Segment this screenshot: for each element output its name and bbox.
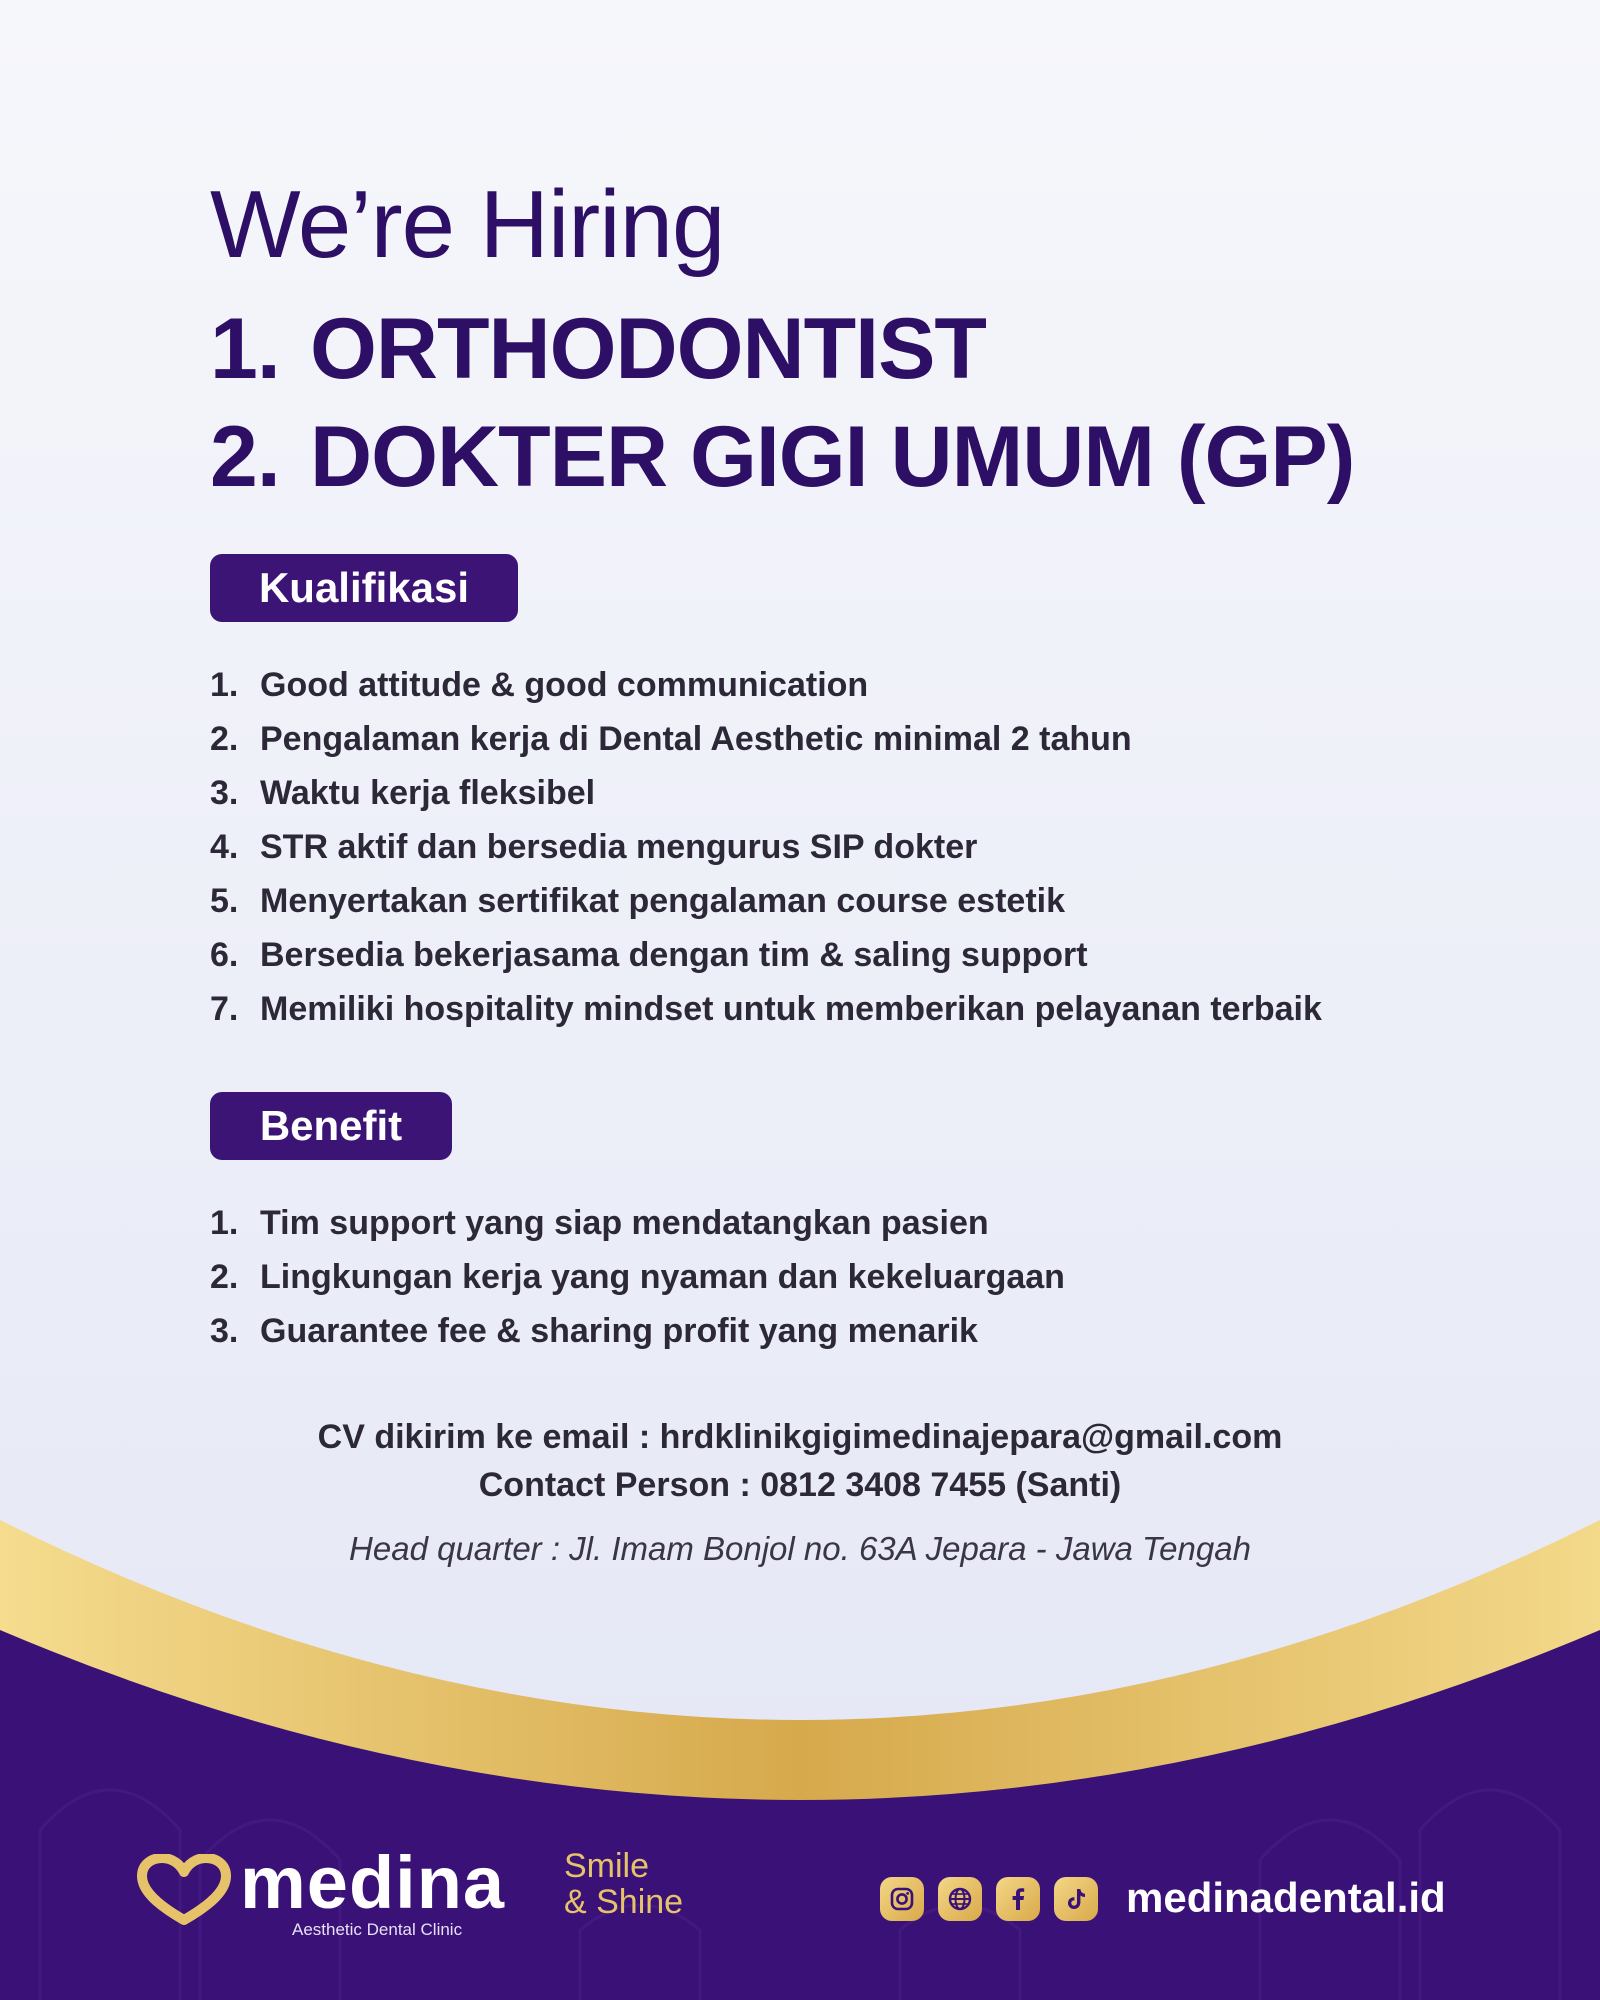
position-label: DOKTER GIGI UMUM (GP) — [310, 409, 1355, 505]
list-item: 4. STR aktif dan bersedia mengurus SIP dokter — [210, 827, 978, 866]
list-item: 7. Memiliki hospitality mindset untuk memberikan pelayanan terbaik — [210, 989, 1322, 1028]
list-item: 1. Good attitude & good communication — [210, 665, 869, 704]
website-link[interactable]: medinadental.id — [1126, 1874, 1446, 1921]
position-label: ORTHODONTIST — [310, 301, 986, 397]
phone-contact: Contact Person : 0812 3408 7455 (Santi) — [478, 1466, 1122, 1504]
list-item: 6. Bersedia bekerjasama dengan tim & saling support — [210, 935, 1088, 974]
list-item: 3. Waktu kerja fleksibel — [210, 773, 596, 812]
list-item: 1. Tim support yang siap mendatangkan pasien — [210, 1203, 989, 1242]
position-number: 1. — [210, 301, 280, 397]
list-item: 2. Lingkungan kerja yang nyaman dan kekeluargaan — [210, 1257, 1065, 1296]
page-title: We’re Hiring — [210, 171, 725, 278]
qualification-list — [210, 658, 1322, 1036]
list-item: 5. Menyertakan sertifikat pengalaman course estetik — [210, 881, 1065, 920]
instagram-icon[interactable] — [880, 1877, 924, 1921]
brand-subtitle: Aesthetic Dental Clinic — [292, 1920, 463, 1939]
position-general-dentist — [210, 408, 1354, 507]
address-line: Head quarter : Jl. Imam Bonjol no. 63A Jepara - Jawa Tengah — [349, 1530, 1251, 1567]
benefit-list — [210, 1196, 1065, 1358]
list-item: 3. Guarantee fee & sharing profit yang menarik — [210, 1311, 978, 1350]
facebook-icon[interactable] — [996, 1877, 1040, 1921]
email-contact: CV dikirim ke email : hrdklinikgigimedinajepara@gmail.com — [317, 1418, 1283, 1456]
position-number: 2. — [210, 409, 280, 505]
tiktok-icon[interactable] — [1054, 1877, 1098, 1921]
social-icons — [880, 1877, 1098, 1921]
position-orthodontist — [210, 300, 986, 399]
qualification-heading: Kualifikasi — [210, 554, 518, 622]
brand-name: medina — [240, 1841, 506, 1924]
heart-logo-icon — [136, 1854, 232, 1926]
list-item: 2. Pengalaman kerja di Dental Aesthetic minimal 2 tahun — [210, 719, 1132, 758]
medina-logo — [136, 1841, 516, 1939]
globe-icon[interactable] — [938, 1877, 982, 1921]
benefit-heading: Benefit — [210, 1092, 452, 1160]
tagline: Smile & Shine — [564, 1847, 684, 1921]
